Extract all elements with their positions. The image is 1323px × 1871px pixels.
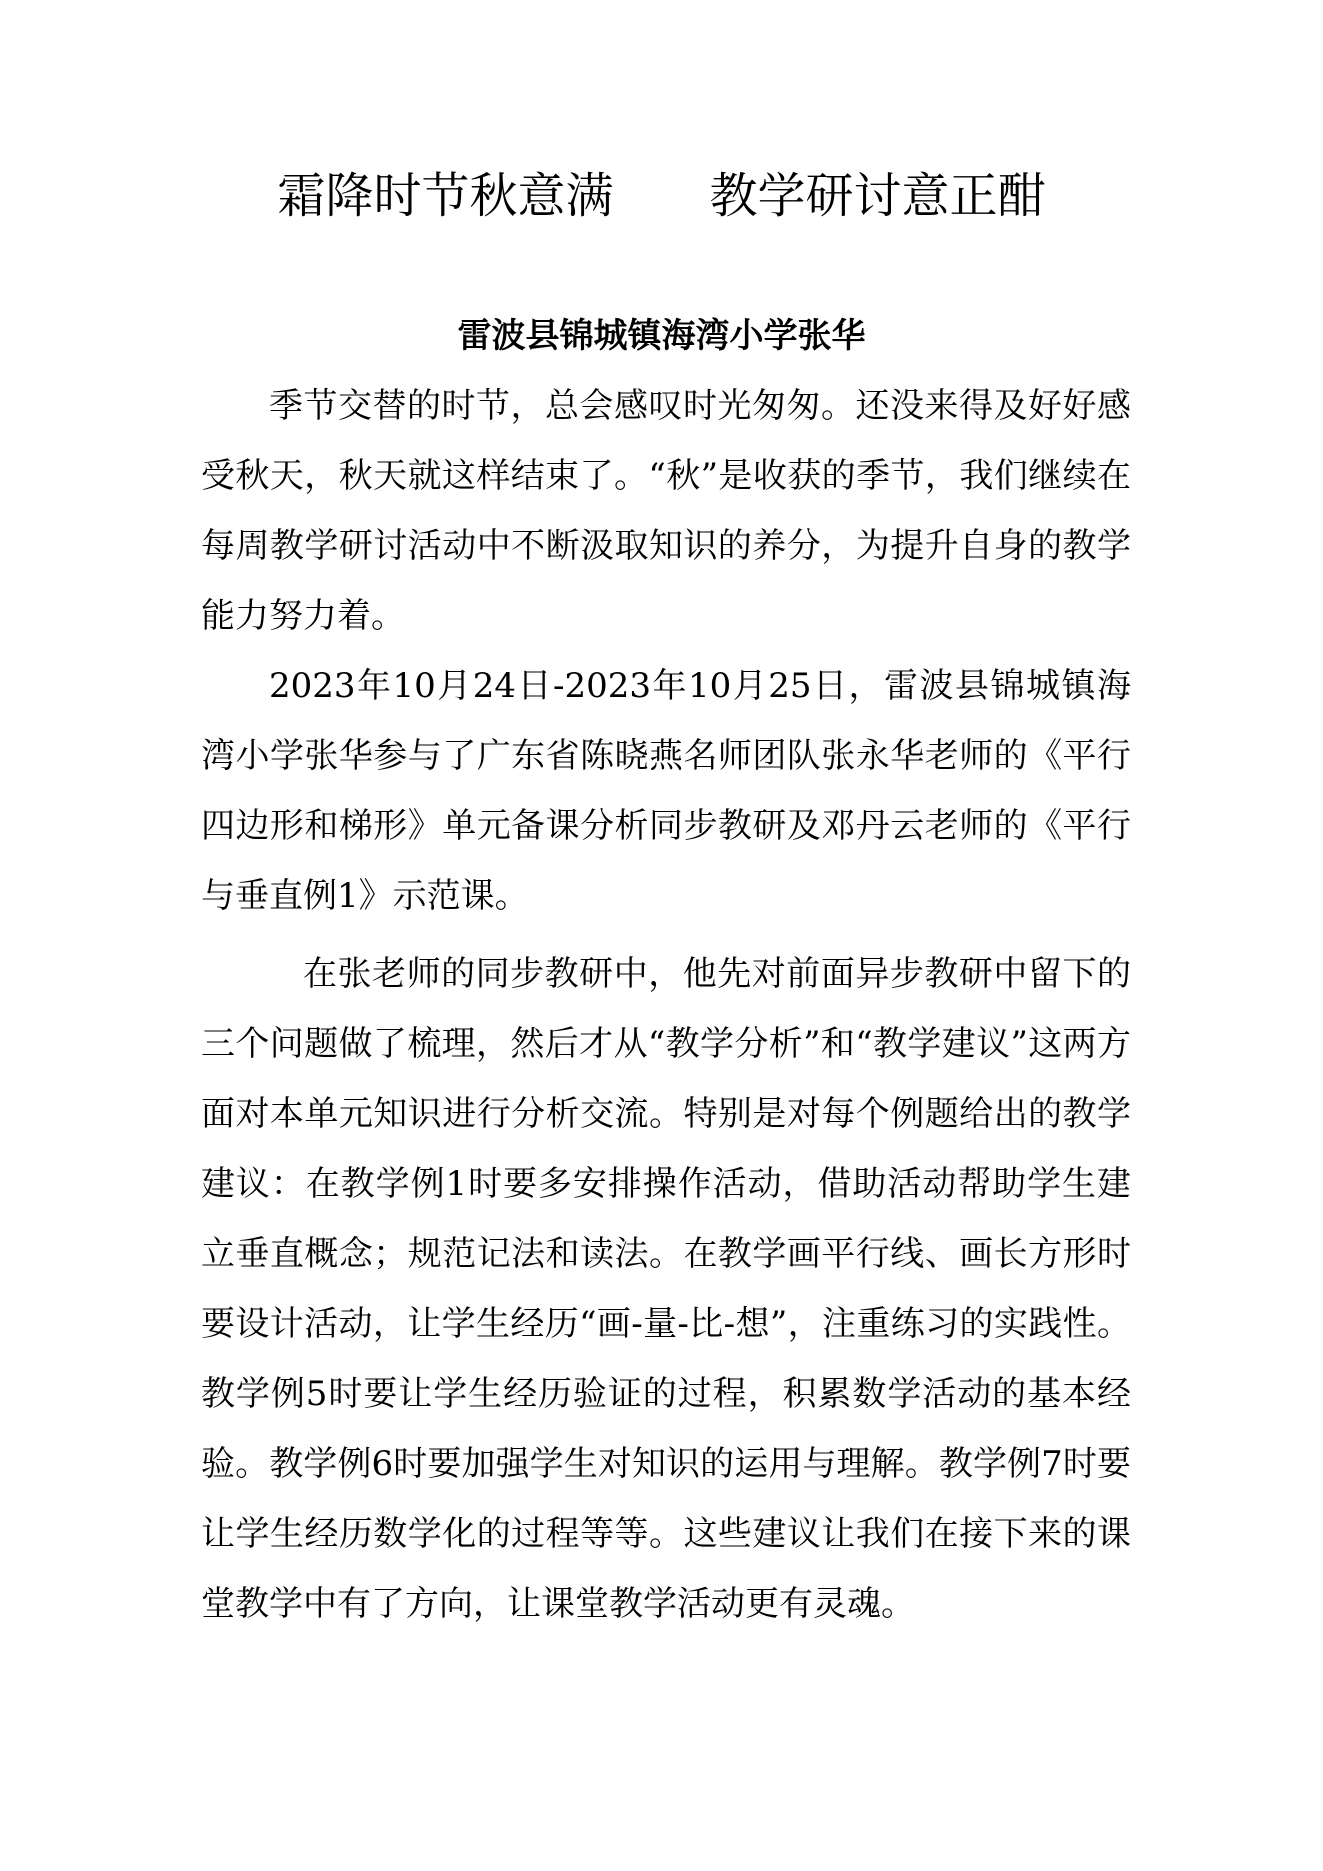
- paragraph-3: 在张老师的同步教研中，他先对前面异步教研中留下的三个问题做了梳理，然后才从“教学分析”和“教学建议”这两方面对本单元知识进行分析交流。特别是对每个例题给出的教学建议：在教学例1时要多安排操作活动，借助活动帮助学生建立垂直概念；规范记法和读法。在教学画平行线、画长方形时要设计活动，让学生经历“画-量-比-想”，注重练习的实践性。教学例5时要让学生经历验证的过程，积累数学活动的基本经验。教学例6时要加强学生对知识的运用与理解。教学例7时要让学生经历数学化的过程等等。这些建议让我们在接下来的课堂教学中有了方向，让课堂教学活动更有灵魂。: [201, 954, 1131, 1624]
- document-author: 雷波县锦城镇海湾小学张华: [457, 316, 866, 356]
- paragraph-1: 季节交替的时节，总会感叹时光匆匆。还没来得及好好感受秋天，秋天就这样结束了。“秋”是收获的季节，我们继续在每周教学研讨活动中不断汲取知识的养分，为提升自身的教学能力努力着。: [201, 386, 1131, 636]
- document-body: [201, 371, 1131, 1639]
- document-title: 霜降时节秋意满 教学研讨意正酣: [277, 168, 1046, 224]
- paragraph-2: 2023年10月24日-2023年10月25日，雷波县锦城镇海湾小学张华参与了广东省陈晓燕名师团队张永华老师的《平行四边形和梯形》单元备课分析同步教研及邓丹云老师的《平行与垂直例1》示范课。: [201, 666, 1131, 916]
